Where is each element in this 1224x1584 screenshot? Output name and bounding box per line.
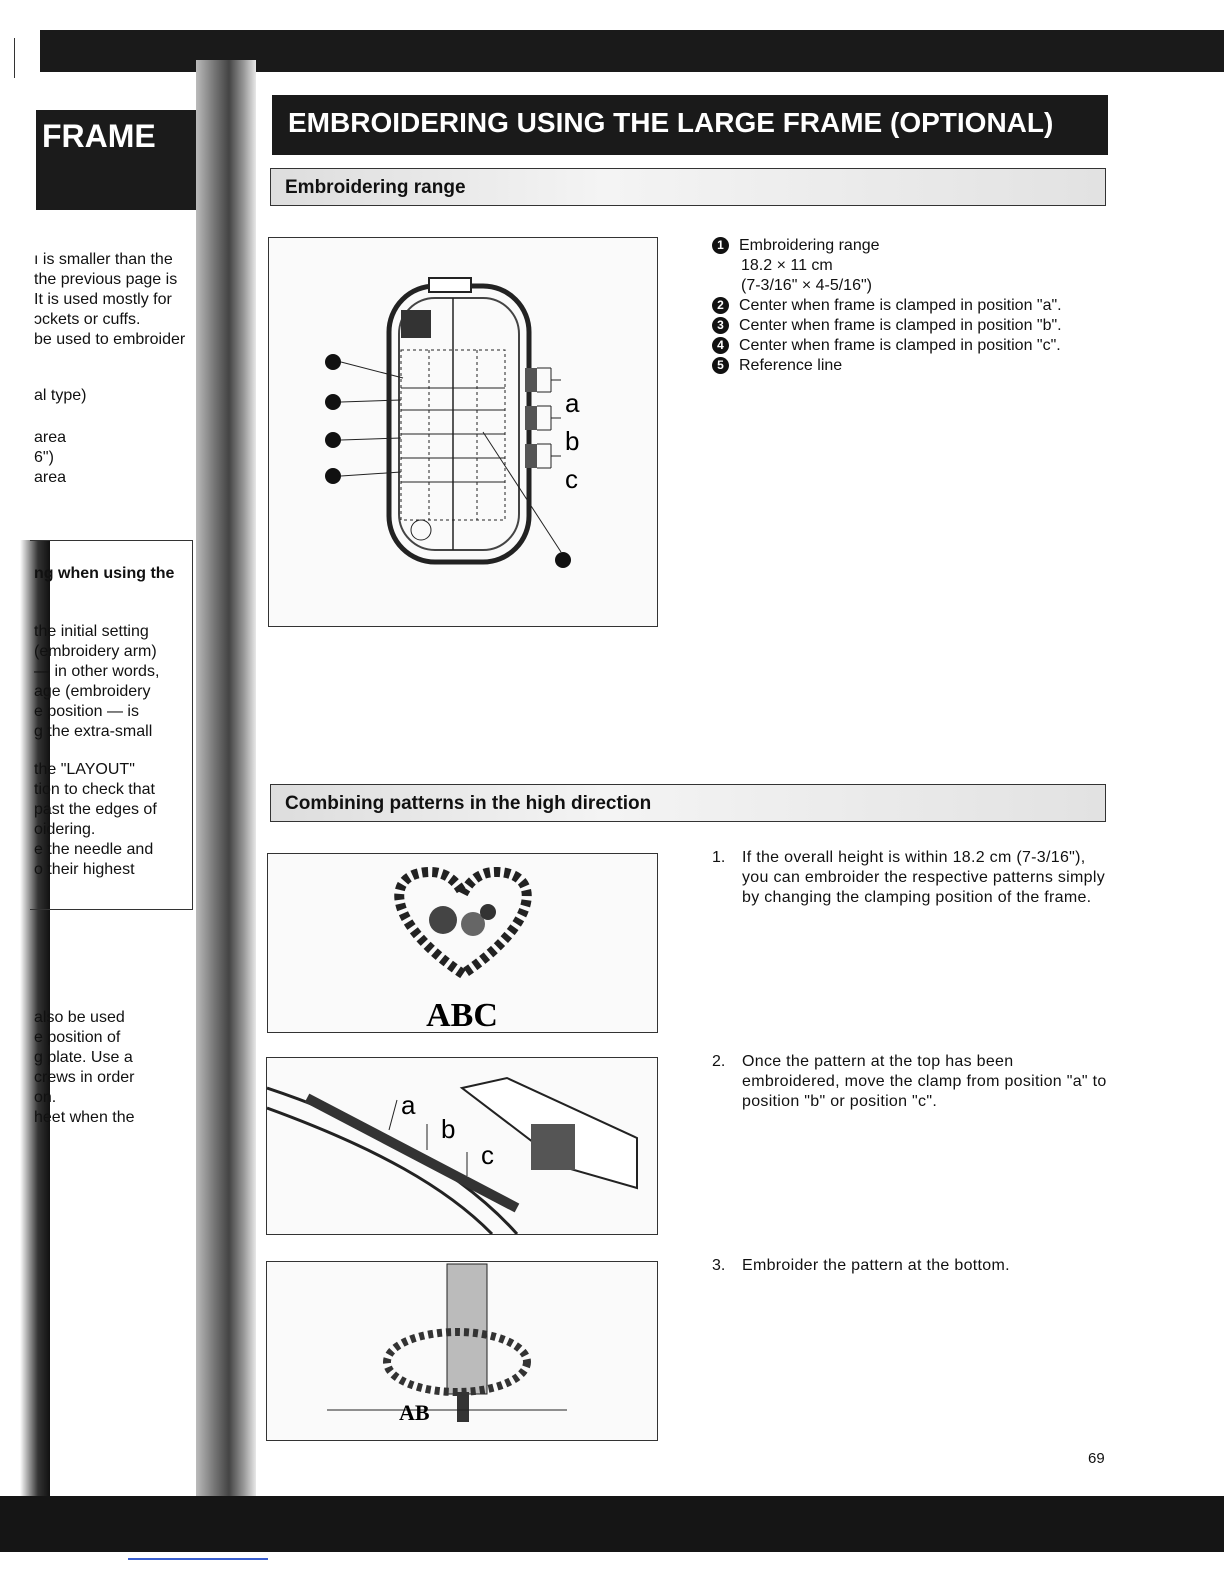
scan-underline-mark <box>128 1558 268 1560</box>
large-frame-diagram <box>269 238 657 626</box>
left-note-text-2: the "LAYOUT" tion to check that past the edges of oidering. e the needle and o their highest <box>34 761 157 878</box>
page-number: 69 <box>1088 1450 1105 1467</box>
legend-item-1: 1 Embroidering range <box>712 236 880 256</box>
pattern-letters: ABC <box>426 997 498 1032</box>
clamp-label-a: a <box>565 388 580 418</box>
clamp-label-c: c <box>565 464 578 494</box>
number-badge: 4 <box>712 337 729 354</box>
clamp-position-c: c <box>481 1140 494 1170</box>
left-type-text: al type) <box>34 387 87 404</box>
left-lower-text: also be used e position of g plate. Use a crews in order on. heet when the <box>34 1009 135 1126</box>
book-spine <box>196 60 256 1520</box>
step-2: 2. Once the pattern at the top has been embroidered, move the clamp from position "a" to position "b" or position "c". <box>712 1053 1107 1110</box>
legend-item-3: 3 Center when frame is clamped in position "b". <box>712 316 1062 336</box>
left-intro-text: ı is smaller than the the previous page is It is used mostly for ɔckets or cuffs. be used to embroider <box>34 251 186 348</box>
left-area-text: area 6") area <box>34 429 67 486</box>
step-3: 3. Embroider the pattern at the bottom. <box>712 1257 1010 1274</box>
legend-item-1-size-in: (7-3/16" × 4-5/16") <box>741 277 872 294</box>
left-page-tab: FRAME <box>36 110 196 210</box>
pattern-letters-bottom: AB <box>399 1400 430 1425</box>
legend-item-2: 2 Center when frame is clamped in position "a". <box>712 296 1062 316</box>
legend-item-1-size-cm: 18.2 × 11 cm <box>741 257 833 274</box>
section-heading-combining-patterns: Combining patterns in the high direction <box>270 784 1106 822</box>
page-title: EMBROIDERING USING THE LARGE FRAME (OPTIONAL) <box>272 95 1108 155</box>
legend-item-4: 4 Center when frame is clamped in position "c". <box>712 336 1061 356</box>
embroider-bottom-figure <box>266 1261 658 1441</box>
clamp-position-a: a <box>401 1090 416 1120</box>
legend-item-5: 5 Reference line <box>712 356 842 376</box>
left-note-heading: ng when using the <box>34 565 175 582</box>
section-heading-embroidering-range: Embroidering range <box>270 168 1106 206</box>
number-badge: 1 <box>712 237 729 254</box>
wreath-pattern-illustration <box>268 854 657 1032</box>
frame-range-figure <box>268 237 658 627</box>
step-1: 1. If the overall height is within 18.2 cm (7-3/16"), you can embroider the respective patterns simply by changing the clamping position of the frame. <box>712 849 1106 906</box>
number-badge: 5 <box>712 357 729 374</box>
sewing-machine-needle-illustration <box>267 1262 657 1440</box>
number-badge: 2 <box>712 297 729 314</box>
clamp-position-figure <box>266 1057 658 1235</box>
left-note-text: the initial setting (embroidery arm) — in other words, age (embroidery e position — is g the extra-small <box>34 623 160 740</box>
clamp-label-b: b <box>565 426 580 456</box>
clamp-position-b: b <box>441 1114 456 1144</box>
scan-margin-mark <box>14 38 15 78</box>
scan-bottom-edge <box>0 1496 1224 1552</box>
clamp-diagram <box>267 1058 657 1234</box>
combined-pattern-figure <box>267 853 658 1033</box>
number-badge: 3 <box>712 317 729 334</box>
